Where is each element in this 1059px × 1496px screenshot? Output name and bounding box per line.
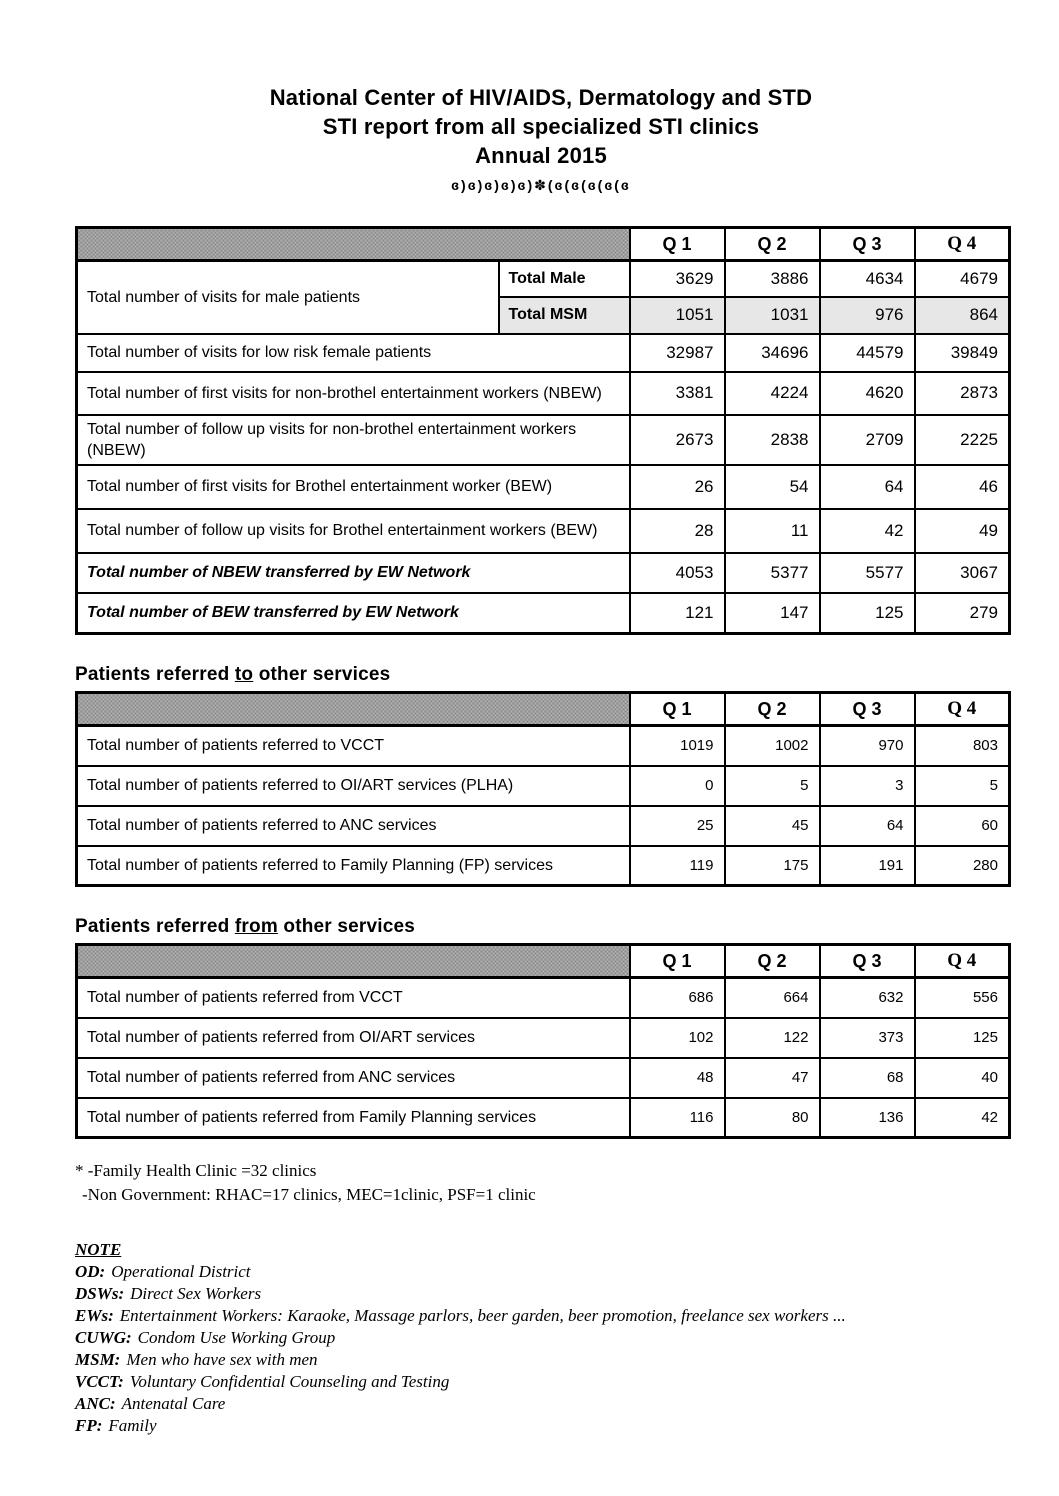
section-heading-referred-to — [75, 664, 1007, 686]
value-cell: 3886 — [725, 261, 820, 297]
value-cell: 3629 — [630, 261, 725, 297]
header-spacer-cell — [77, 693, 630, 726]
value-cell: 26 — [630, 465, 725, 509]
value-cell: 5 — [915, 766, 1010, 806]
value-cell: 976 — [820, 297, 915, 334]
value-cell: 3 — [820, 766, 915, 806]
value-cell: 68 — [820, 1058, 915, 1098]
value-cell: 4620 — [820, 372, 915, 415]
table-row — [77, 766, 1010, 806]
value-cell: 4679 — [915, 261, 1010, 297]
table-row — [77, 372, 1010, 415]
table-row — [77, 978, 1010, 1018]
value-cell: 46 — [915, 465, 1010, 509]
value-cell: 48 — [630, 1058, 725, 1098]
value-cell: 116 — [630, 1098, 725, 1138]
note-text: Entertainment Workers: Karaoke, Massage parlors, beer garden, beer promotion, freelance sex workers ... — [119, 1306, 846, 1325]
value-cell: 5 — [725, 766, 820, 806]
value-cell: 280 — [915, 846, 1010, 886]
value-cell: 28 — [630, 509, 725, 553]
row-label: Total number of patients referred to OI/ART services (PLHA) — [77, 766, 630, 806]
column-header-q1: Q 1 — [630, 228, 725, 261]
value-cell: 191 — [820, 846, 915, 886]
row-label: Total number of patients referred from OI/ART services — [77, 1018, 630, 1058]
value-cell: 136 — [820, 1098, 915, 1138]
table-header-row — [77, 693, 1010, 726]
value-cell: 4634 — [820, 261, 915, 297]
value-cell: 664 — [725, 978, 820, 1018]
row-label: Total number of patients referred from ANC services — [77, 1058, 630, 1098]
note-abbr: FP: — [75, 1416, 103, 1435]
sub-row-label: Total MSM — [499, 297, 630, 334]
value-cell: 803 — [915, 726, 1010, 766]
column-header-q4: Q 4 — [915, 693, 1010, 726]
value-cell: 2838 — [725, 415, 820, 465]
report-title-line2: STI report from all specialized STI clinics — [322, 114, 760, 139]
value-cell: 2873 — [915, 372, 1010, 415]
heading-text: Patients referred — [75, 916, 235, 937]
value-cell: 119 — [630, 846, 725, 886]
value-cell: 5577 — [820, 553, 915, 593]
header-spacer-cell — [77, 228, 630, 261]
row-label: Total number of visits for male patients — [77, 261, 499, 334]
section-heading-referred-from — [75, 916, 1007, 938]
row-label: Total number of patients referred to Family Planning (FP) services — [77, 846, 630, 886]
value-cell: 39849 — [915, 334, 1010, 372]
value-cell: 45 — [725, 806, 820, 846]
sub-row-label: Total Male — [499, 261, 630, 297]
table-row — [77, 553, 1010, 593]
note-heading: NOTE — [75, 1240, 122, 1259]
value-cell: 1002 — [725, 726, 820, 766]
row-label: Total number of first visits for non-brothel entertainment workers (NBEW) — [77, 372, 630, 415]
value-cell: 1019 — [630, 726, 725, 766]
table-row — [77, 415, 1010, 465]
table-row — [77, 1058, 1010, 1098]
table-row — [77, 726, 1010, 766]
table-row — [77, 1018, 1010, 1058]
note-line — [75, 1415, 1007, 1437]
row-label: Total number of first visits for Brothel entertainment worker (BEW) — [77, 465, 630, 509]
value-cell: 34696 — [725, 334, 820, 372]
note-abbr: CUWG: — [75, 1328, 132, 1347]
referred-to-table — [75, 691, 1011, 887]
value-cell: 5377 — [725, 553, 820, 593]
column-header-q2: Q 2 — [725, 693, 820, 726]
row-label: Total number of patients referred to VCCT — [77, 726, 630, 766]
note-abbr: MSM: — [75, 1350, 121, 1369]
note-abbr: ANC: — [75, 1394, 116, 1413]
value-cell: 60 — [915, 806, 1010, 846]
note-text: Condom Use Working Group — [137, 1328, 336, 1347]
note-text: Operational District — [111, 1262, 251, 1281]
value-cell: 2225 — [915, 415, 1010, 465]
column-header-q3: Q 3 — [820, 228, 915, 261]
report-title-line1: National Center of HIV/AIDS, Dermatology and STD — [269, 85, 813, 110]
column-header-q1: Q 1 — [630, 945, 725, 978]
table-row — [77, 593, 1010, 634]
value-cell: 864 — [915, 297, 1010, 334]
column-header-q3: Q 3 — [820, 945, 915, 978]
value-cell: 64 — [820, 465, 915, 509]
value-cell: 0 — [630, 766, 725, 806]
value-cell: 42 — [820, 509, 915, 553]
row-label: Total number of visits for low risk female patients — [77, 334, 630, 372]
note-line — [75, 1283, 1007, 1305]
note-abbr: VCCT: — [75, 1372, 124, 1391]
value-cell: 122 — [725, 1018, 820, 1058]
note-block — [75, 1239, 1007, 1437]
column-header-q4: Q 4 — [915, 945, 1010, 978]
value-cell: 4053 — [630, 553, 725, 593]
row-label: Total number of patients referred from Family Planning services — [77, 1098, 630, 1138]
table-row — [77, 806, 1010, 846]
row-label: Total number of BEW transferred by EW Network — [77, 593, 630, 634]
value-cell: 1051 — [630, 297, 725, 334]
heading-text: other services — [277, 916, 416, 937]
referred-from-table — [75, 943, 1011, 1139]
note-text: Men who have sex with men — [126, 1350, 318, 1369]
value-cell: 32987 — [630, 334, 725, 372]
table-row — [77, 334, 1010, 372]
value-cell: 11 — [725, 509, 820, 553]
value-cell: 970 — [820, 726, 915, 766]
column-header-q1: Q 1 — [630, 693, 725, 726]
decorative-ornament: ɞ)ɞ)ɞ)ɞ)ɞ)✽(ɞ(ɞ(ɞ(ɞ(ɞ — [451, 177, 631, 193]
note-line — [75, 1393, 1007, 1415]
value-cell: 2673 — [630, 415, 725, 465]
visits-table — [75, 226, 1011, 635]
heading-underlined-word: from — [234, 916, 278, 937]
header-spacer-cell — [77, 945, 630, 978]
column-header-q3: Q 3 — [820, 693, 915, 726]
note-abbr: EWs: — [75, 1306, 114, 1325]
table-header-row — [77, 945, 1010, 978]
value-cell: 1031 — [725, 297, 820, 334]
note-text: Family — [108, 1416, 157, 1435]
note-line — [75, 1371, 1007, 1393]
note-line — [75, 1349, 1007, 1371]
table-row — [77, 465, 1010, 509]
table-row — [77, 1098, 1010, 1138]
value-cell: 632 — [820, 978, 915, 1018]
value-cell: 54 — [725, 465, 820, 509]
value-cell: 175 — [725, 846, 820, 886]
note-text: Voluntary Confidential Counseling and Testing — [129, 1372, 450, 1391]
footnote-line: * -Family Health Clinic =32 clinics — [75, 1161, 317, 1180]
page-content — [75, 0, 1007, 1437]
note-abbr: DSWs: — [75, 1284, 125, 1303]
row-label: Total number of patients referred to ANC services — [77, 806, 630, 846]
value-cell: 3381 — [630, 372, 725, 415]
value-cell: 556 — [915, 978, 1010, 1018]
value-cell: 80 — [725, 1098, 820, 1138]
row-label: Total number of NBEW transferred by EW Network — [77, 553, 630, 593]
note-line — [75, 1327, 1007, 1349]
value-cell: 686 — [630, 978, 725, 1018]
footnote-line: -Non Government: RHAC=17 clinics, MEC=1clinic, PSF=1 clinic — [82, 1185, 536, 1204]
value-cell: 4224 — [725, 372, 820, 415]
row-label: Total number of follow up visits for non-brothel entertainment workers (NBEW) — [77, 415, 630, 465]
value-cell: 64 — [820, 806, 915, 846]
value-cell: 42 — [915, 1098, 1010, 1138]
heading-text: other services — [253, 664, 391, 685]
value-cell: 125 — [915, 1018, 1010, 1058]
note-text: Antenatal Care — [121, 1394, 226, 1413]
value-cell: 102 — [630, 1018, 725, 1058]
value-cell: 3067 — [915, 553, 1010, 593]
note-abbr: OD: — [75, 1262, 106, 1281]
table-header-row — [77, 228, 1010, 261]
value-cell: 49 — [915, 509, 1010, 553]
value-cell: 44579 — [820, 334, 915, 372]
value-cell: 125 — [820, 593, 915, 634]
column-header-q2: Q 2 — [725, 945, 820, 978]
value-cell: 25 — [630, 806, 725, 846]
footnotes-block — [75, 1159, 1007, 1207]
heading-text: Patients referred — [75, 664, 235, 685]
table-row — [77, 846, 1010, 886]
value-cell: 279 — [915, 593, 1010, 634]
value-cell: 121 — [630, 593, 725, 634]
report-title-line3: Annual 2015 — [475, 143, 607, 168]
row-label: Total number of follow up visits for Brothel entertainment workers (BEW) — [77, 509, 630, 553]
value-cell: 147 — [725, 593, 820, 634]
value-cell: 47 — [725, 1058, 820, 1098]
value-cell: 373 — [820, 1018, 915, 1058]
column-header-q2: Q 2 — [725, 228, 820, 261]
table-row — [77, 509, 1010, 553]
column-header-q4: Q 4 — [915, 228, 1010, 261]
note-text: Direct Sex Workers — [130, 1284, 262, 1303]
note-line — [75, 1261, 1007, 1283]
value-cell: 40 — [915, 1058, 1010, 1098]
row-label: Total number of patients referred from VCCT — [77, 978, 630, 1018]
note-line — [75, 1305, 1007, 1327]
heading-underlined-word: to — [234, 664, 254, 685]
value-cell: 2709 — [820, 415, 915, 465]
report-title-block — [75, 83, 1007, 194]
table-row — [77, 261, 1010, 297]
